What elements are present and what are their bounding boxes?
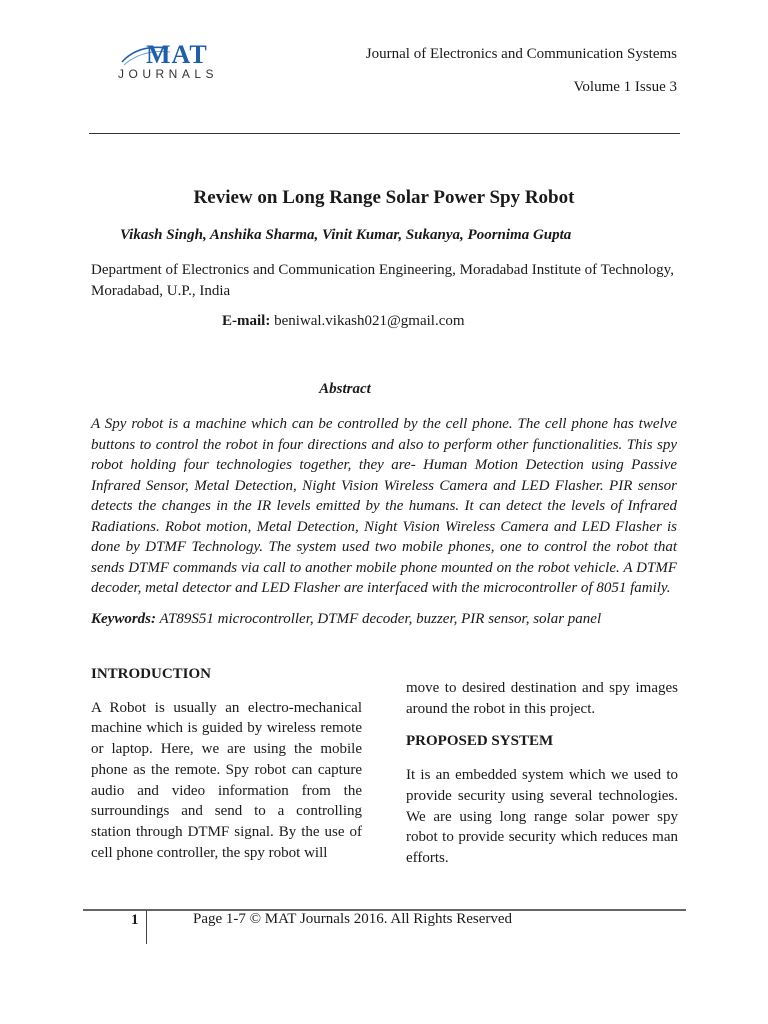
page-number: 1: [131, 912, 139, 928]
keywords: [91, 611, 681, 628]
email-label: E-mail:: [222, 313, 271, 329]
right-column: [406, 678, 678, 869]
abstract-text: A Spy robot is a machine which can be controlled by the cell phone. The cell phone has twelve buttons to control the robot in four directions and also to perform other functionalities. This spy robot holding four technologies together, they are- Human Motion Detection using Passive Infrared Sensor, Metal Detection, Night Vision Wireless Camera and LED Flasher. PIR sensor detects the changes in the IR levels emitted by the humans. It can detect the levels of Infrared Radiations. Robot motion, Metal Detection, Night Vision Wireless Camera and LED Flasher is done by DTMF Technology. The system used two mobile phones, one to control the robot that sends DTMF commands via call to another mobile phone mounted on the robot vehicle. A DTMF decoder, metal detector and LED Flasher are interfaced with the microcontroller of 8051 family.: [91, 416, 677, 596]
abstract-heading: Abstract: [319, 381, 371, 397]
volume-issue: Volume 1 Issue 3: [573, 79, 677, 95]
logo-brand: MAT: [146, 40, 208, 69]
journal-name: Journal of Electronics and Communication Systems: [365, 46, 677, 62]
journal-logo: [116, 40, 232, 84]
paper-title: Review on Long Range Solar Power Spy Robot: [193, 187, 575, 208]
email-line: [222, 313, 465, 330]
introduction-continued: move to desired destination and spy images around the robot in this project.: [406, 680, 678, 717]
logo-subtitle: JOURNALS: [118, 67, 219, 81]
proposed-system-heading: PROPOSED SYSTEM: [406, 733, 554, 750]
affiliation: Department of Electronics and Communication Engineering, Moradabad Institute of Technology, Moradabad, U.P., India: [91, 262, 674, 299]
introduction-heading: INTRODUCTION: [91, 666, 212, 682]
email-address: beniwal.vikash021@gmail.com: [274, 313, 465, 329]
proposed-system-text: It is an embedded system which we used to provide security using several technologies. We are using long range solar power spy robot to provide security which reduces man efforts.: [406, 767, 678, 866]
footer-copyright: Page 1-7 © MAT Journals 2016. All Rights Reserved: [193, 911, 513, 927]
left-column: [91, 664, 362, 863]
footer-vertical-divider: [146, 910, 147, 944]
introduction-text: A Robot is usually an electro-mechanical machine which is guided by wireless remote or laptop. Here, we are using the mobile phone as the remote. Spy robot can capture audio and video information from the surroundings and send to a controlling station through DTMF signal. By the use of cell phone controller, the spy robot will: [91, 699, 362, 861]
keywords-label: Keywords:: [91, 611, 156, 627]
header-divider: [89, 133, 680, 134]
keywords-text: AT89S51 microcontroller, DTMF decoder, buzzer, PIR sensor, solar panel: [159, 611, 602, 627]
authors: Vikash Singh, Anshika Sharma, Vinit Kumar, Sukanya, Poornima Gupta: [120, 227, 572, 243]
